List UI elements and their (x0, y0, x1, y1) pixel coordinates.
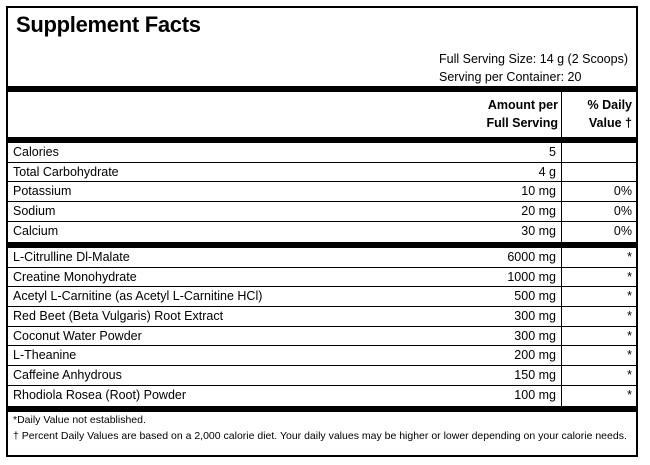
daily-value: * (627, 368, 632, 383)
daily-value: 0% (613, 223, 632, 238)
table-row (8, 366, 636, 386)
ingredient-rows (8, 248, 636, 406)
table-row (8, 268, 636, 288)
table-row (8, 202, 636, 222)
daily-value: 0% (613, 204, 632, 219)
table-row (8, 307, 636, 327)
amount-value: 300 mg (514, 309, 556, 324)
ingredient-name: Coconut Water Powder (13, 328, 142, 343)
amount-value: 30 mg (521, 223, 556, 238)
footnote-percent-daily-value: † Percent Daily Values are based on a 2,000 calorie diet. Your daily values may be higher or lower depending on your calorie needs. (13, 430, 627, 442)
ingredient-name: Acetyl L-Carnitine (as Acetyl L-Carnitine HCl) (13, 289, 263, 304)
ingredient-name: Total Carbohydrate (13, 164, 119, 179)
ingredient-name: Calories (13, 145, 59, 159)
ingredient-name: Red Beet (Beta Vulgaris) Root Extract (13, 309, 224, 324)
nutrient-rows (8, 143, 636, 241)
amount-value: 100 mg (514, 387, 556, 402)
ingredient-name: Creatine Monohydrate (13, 269, 137, 284)
divider-thick-top (8, 86, 636, 92)
table-row (8, 386, 636, 406)
ingredient-name: Calcium (13, 223, 59, 238)
supplement-facts-panel (6, 6, 638, 457)
servings-per-container: Serving per Container: 20 (439, 70, 582, 84)
ingredient-name: L-Citrulline Dl-Malate (13, 250, 130, 264)
daily-value: * (627, 309, 632, 324)
footnotes (13, 412, 632, 444)
ingredient-name: Sodium (13, 204, 56, 219)
serving-size: Full Serving Size: 14 g (2 Scoops) (439, 52, 628, 66)
ingredient-name: Rhodiola Rosea (Root) Powder (13, 387, 187, 402)
table-row (8, 346, 636, 366)
ingredient-name: Potassium (13, 184, 72, 199)
column-divider (561, 92, 562, 406)
amount-column-header: Amount per Full Serving (486, 98, 558, 130)
amount-value: 1000 mg (507, 269, 556, 284)
ingredient-name: Caffeine Anhydrous (13, 368, 122, 383)
footnote-not-established: *Daily Value not established. (13, 414, 146, 426)
daily-value: * (627, 387, 632, 402)
amount-value: 20 mg (521, 204, 556, 219)
amount-value: 10 mg (521, 184, 556, 199)
table-row (8, 163, 636, 183)
daily-value: * (627, 348, 632, 363)
daily-value-column-header: % Daily Value † (587, 98, 632, 130)
amount-value: 300 mg (514, 328, 556, 343)
amount-value: 5 (549, 145, 556, 159)
table-row (8, 327, 636, 347)
ingredient-name: L-Theanine (13, 348, 77, 363)
table-row (8, 248, 636, 268)
daily-value: 0% (613, 184, 632, 199)
panel-title: Supplement Facts (16, 12, 201, 37)
amount-value: 200 mg (514, 348, 556, 363)
daily-value: * (627, 289, 632, 304)
serving-info (439, 50, 628, 86)
daily-value: * (627, 269, 632, 284)
table-row (8, 287, 636, 307)
daily-value: * (627, 250, 632, 264)
amount-value: 6000 mg (507, 250, 556, 264)
amount-value: 500 mg (514, 289, 556, 304)
amount-value: 4 g (538, 164, 556, 179)
table-row (8, 143, 636, 163)
table-row (8, 182, 636, 202)
table-row (8, 222, 636, 242)
amount-value: 150 mg (514, 368, 556, 383)
daily-value: * (627, 328, 632, 343)
